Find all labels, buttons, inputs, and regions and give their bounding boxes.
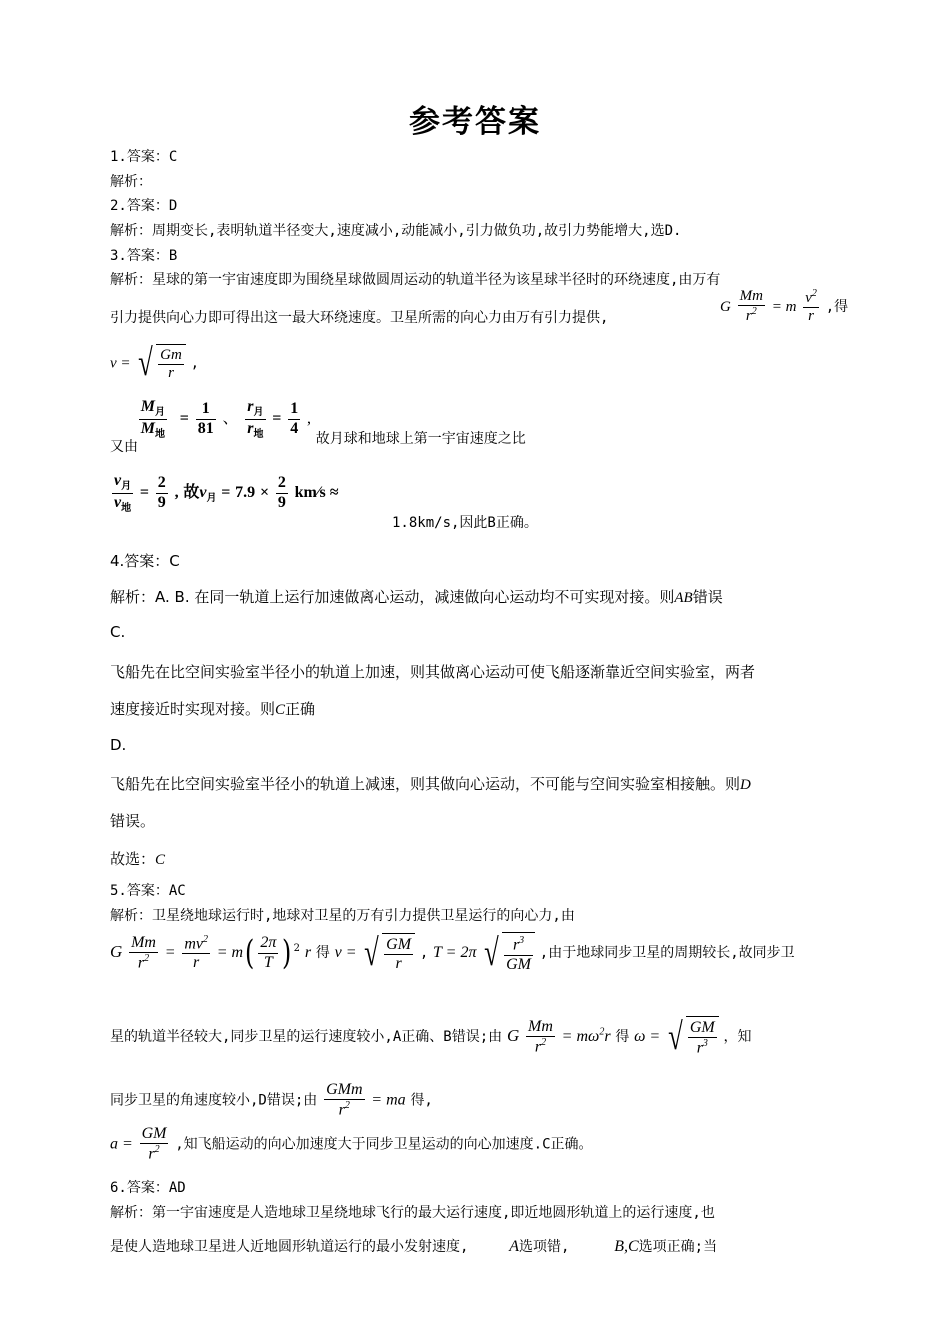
page-title: 参考答案 <box>409 104 541 140</box>
q5-tail1: ,由于地球同步卫星的周期较长,故同步卫 <box>539 945 795 962</box>
q3-ratio-tail: 故月球和地球上第一宇宙速度之比 <box>315 431 526 448</box>
q4-ab-tail: 错误 <box>692 588 723 606</box>
q6-opt-a: A <box>509 1238 519 1255</box>
q3-num-79: 7.9 <box>235 484 256 502</box>
q3-num-4: 4 <box>290 419 299 437</box>
q5-l4-head: 同步卫星的角速度较小,D错误;由 <box>110 1092 318 1109</box>
q3-formula-ratio: 又由 $\frac{M_月}{M_地}$ = $\frac{1}{81}$ 、 $\frac{r_月}{r_地}$ = $\frac{1}{4}$ , 故月球和地球上第一宇宙速度之比 <box>110 398 526 456</box>
q3-analysis-line2: 引力提供向心力即可得出这一最大环绕速度。卫星所需的向心力由万有引力提供, <box>110 310 609 326</box>
q3-sub-yue-2: 月 <box>253 407 264 419</box>
q4-choose-var: C <box>155 852 166 868</box>
q6-analysis-line2 <box>110 1236 717 1256</box>
q3-num-2a: 2 <box>157 474 166 492</box>
q4-answer: 4.答案：C <box>110 552 180 570</box>
q4-c-line1: 飞船先在比空间实验室半径小的轨道上加速，则其做离心运动可使飞船逐渐靠近空间实验室，两者 <box>110 663 756 681</box>
q4-ab-var: AB <box>674 590 693 606</box>
q5-l3-head: 星的轨道半径较大,同步卫星的运行速度较小,A正确、B错误;由 <box>110 1029 503 1046</box>
q6-analysis-line1: 解析：第一宇宙速度是人造地球卫星绕地球飞行的最大运行速度,即近地圆形轨道上的运行速度,也 <box>110 1205 715 1221</box>
q3-formula-v: v = √ $\frac{Gm}{r}$ , <box>110 342 200 385</box>
q3-v-tail: , <box>190 355 200 372</box>
q4-analysis-ab-text: 解析：A. B. 在同一轨道上运行加速做离心运动，减速做向心运动均不可实现对接。则 <box>110 588 675 606</box>
q3-sub-di-2: 地 <box>253 428 264 440</box>
q3-sub-yue-1: 月 <box>155 407 166 419</box>
q2-analysis: 解析：周期变长,表明轨道半径变大,速度减小,动能减小,引力做负功,故引力势能增大,选D. <box>110 223 682 239</box>
q3-formula-speed: $\frac{v_月}{v_地}$ = $\frac{2}{9}$ , 故$v_月 = 7.9$ × $\frac{2}{9}$ km∕s ≈ <box>114 472 339 514</box>
q3-num-1b: 1 <box>290 400 299 418</box>
q3-sub-yue-3: 月 <box>121 481 132 493</box>
q3-num-9b: 9 <box>277 493 286 511</box>
q4-d-var: D <box>740 777 751 793</box>
q4-d-line1 <box>110 773 751 794</box>
q5-de-1: 得 <box>315 945 330 962</box>
q2-answer: 2.答案：D <box>110 198 178 214</box>
q3-gu: 故 <box>183 484 200 502</box>
q6-opt-a-tail: 选项错, <box>519 1239 570 1255</box>
q3-num-81: 81 <box>197 419 214 437</box>
q3-formula-gravity: G $\frac{Mm}{r^2}$ = m $\frac{v^2}{r}$ ,得 <box>720 288 849 325</box>
q3-result: 1.8km/s,因此B正确。 <box>392 515 538 531</box>
q5-formula-line3: 星的轨道半径较大,同步卫星的运行速度较小,A正确、B错误;由 G $\frac{Mm}{r^2}$ = $m\omega^2r$ 得 ω = √ $\frac{GM}{r^3}$ ，知 <box>110 1016 752 1059</box>
q1-analysis: 解析： <box>110 174 152 190</box>
q3-sub-di-3: 地 <box>121 502 132 514</box>
q4-c-line2 <box>110 698 315 719</box>
q3-answer: 3.答案：B <box>110 248 178 264</box>
q5-l3-tail: ，知 <box>723 1029 752 1046</box>
q4-c-tail: 正确 <box>285 700 316 718</box>
q4-analysis-ab <box>110 586 723 607</box>
q5-l5-tail: ,知飞船运动的向心加速度大于同步卫星运动的向心加速度.C正确。 <box>175 1136 593 1153</box>
q1-answer: 1.答案：C <box>110 149 178 165</box>
q6-opt-bc-tail: 选项正确;当 <box>638 1239 718 1255</box>
q4-choose-text: 故选： <box>110 850 156 868</box>
q5-l4-de: 得, <box>410 1092 433 1109</box>
q6-answer: 6.答案：AD <box>110 1180 186 1196</box>
q5-analysis-line1: 解析：卫星绕地球运行时,地球对卫星的万有引力提供卫星运行的向心力,由 <box>110 908 575 924</box>
q3-sub-yue-4: 月 <box>206 493 217 505</box>
q5-answer: 5.答案：AC <box>110 883 186 899</box>
q3-sub-di-1: 地 <box>155 428 166 440</box>
q3-num-2b: 2 <box>277 474 286 492</box>
q4-choose <box>110 848 165 869</box>
q5-l3-de: 得 <box>615 1029 630 1046</box>
q4-d-line1-text: 飞船先在比空间实验室半径小的轨道上减速，则其做向心运动，不可能与空间实验室相接触。则 <box>110 775 741 793</box>
q4-c-var: C <box>275 702 286 718</box>
q5-formula-line2: G $\frac{Mm}{r^2}$ = $\frac{mv^2}{r}$ = m( $\frac{2\pi}{T}$ ) $^2$ r 得 v = √ $\frac{GM}{r}$ , T = 2π √ $\frac{r^3}{GM}$ ,由于地球同步卫星的周期较长,故同步卫 <box>110 932 795 975</box>
q5-comma: , <box>419 945 429 962</box>
q5-formula-line4: 同步卫星的角速度较小,D错误;由 $\frac{\text{GMm}}{r^2}$ = ma 得, <box>110 1081 433 1119</box>
q5-formula-line5: a = $\frac{GM}{r^2}$ ,知飞船运动的向心加速度大于同步卫星运动的向心加速度.C正确。 <box>110 1125 593 1163</box>
q4-d-line2: 错误。 <box>110 812 156 830</box>
q3-num-1a: 1 <box>201 400 210 418</box>
q4-c-line2-text: 速度接近时实现对接。则 <box>110 700 276 718</box>
q3-de: ,得 <box>825 298 849 315</box>
q6-analysis-line2-text: 是使人造地球卫星进人近地圆形轨道运行的最小发射速度, <box>110 1239 469 1255</box>
q4-c-label: C. <box>110 623 126 641</box>
q4-d-label: D. <box>110 736 127 754</box>
q3-num-9a: 9 <box>157 493 166 511</box>
q6-opt-bc: B,C <box>614 1238 639 1255</box>
q3-unit: km∕s ≈ <box>294 484 339 502</box>
q3-analysis-line1: 解析：星球的第一宇宙速度即为围绕星球做圆周运动的轨道半径为该星球半径时的环绕速度,由万有 <box>110 272 721 288</box>
q3-youyou: 又由 <box>110 439 138 456</box>
